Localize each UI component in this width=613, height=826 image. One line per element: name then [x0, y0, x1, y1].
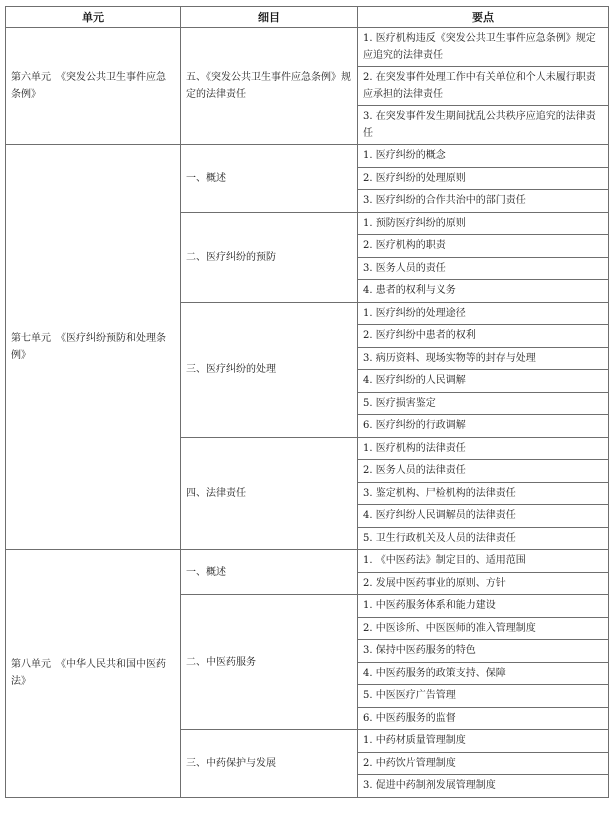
point-item: 2. 在突发事件处理工作中有关单位和个人未履行职责应承担的法律责任 [358, 67, 609, 106]
point-item: 1. 预防医疗纠纷的原则 [358, 212, 609, 235]
unit-8-title: 第八单元 《中华人民共和国中医药法》 [6, 550, 181, 798]
point-item: 2. 医疗纠纷中患者的权利 [358, 325, 609, 348]
header-subitem: 细目 [181, 7, 358, 28]
unit-7-subitem-3: 三、医疗纠纷的处理 [181, 302, 358, 437]
point-item: 1. 中药材质量管理制度 [358, 730, 609, 753]
point-item: 1. 医疗机构违反《突发公共卫生事件应急条例》规定应追究的法律责任 [358, 28, 609, 67]
point-item: 5. 医疗损害鉴定 [358, 392, 609, 415]
point-item: 1. 医疗机构的法律责任 [358, 437, 609, 460]
point-item: 3. 在突发事件发生期间扰乱公共秩序应追究的法律责任 [358, 106, 609, 145]
point-item: 4. 中医药服务的政策支持、保障 [358, 662, 609, 685]
point-item: 2. 医务人员的法律责任 [358, 460, 609, 483]
unit-7-subitem-1: 一、概述 [181, 145, 358, 213]
point-item: 2. 中药饮片管理制度 [358, 752, 609, 775]
point-item: 5. 卫生行政机关及人员的法律责任 [358, 527, 609, 550]
table-row [6, 28, 609, 67]
point-item: 1. 《中医药法》制定目的、适用范围 [358, 550, 609, 573]
point-item: 4. 医疗纠纷人民调解员的法律责任 [358, 505, 609, 528]
table-row [6, 550, 609, 573]
unit-8-subitem-3: 三、中药保护与发展 [181, 730, 358, 798]
point-item: 1. 中医药服务体系和能力建设 [358, 595, 609, 618]
point-item: 3. 促进中药制剂发展管理制度 [358, 775, 609, 798]
table-row [6, 145, 609, 168]
unit-7-title: 第七单元 《医疗纠纷预防和处理条例》 [6, 145, 181, 550]
header-points: 要点 [358, 7, 609, 28]
point-item: 3. 保持中医药服务的特色 [358, 640, 609, 663]
point-item: 3. 病历资料、现场实物等的封存与处理 [358, 347, 609, 370]
point-item: 4. 患者的权利与义务 [358, 280, 609, 303]
point-item: 1. 医疗纠纷的处理途径 [358, 302, 609, 325]
point-item: 5. 中医医疗广告管理 [358, 685, 609, 708]
point-item: 6. 医疗纠纷的行政调解 [358, 415, 609, 438]
unit-6-title: 第六单元 《突发公共卫生事件应急条例》 [6, 28, 181, 145]
point-item: 2. 发展中医药事业的原则、方针 [358, 572, 609, 595]
syllabus-table [5, 6, 609, 798]
point-item: 2. 中医诊所、中医医师的准入管理制度 [358, 617, 609, 640]
point-item: 6. 中医药服务的监督 [358, 707, 609, 730]
point-item: 3. 医务人员的责任 [358, 257, 609, 280]
unit-7-subitem-2: 二、医疗纠纷的预防 [181, 212, 358, 302]
point-item: 3. 鉴定机构、尸检机构的法律责任 [358, 482, 609, 505]
point-item: 2. 医疗机构的职责 [358, 235, 609, 258]
unit-6-subitem-5: 五、《突发公共卫生事件应急条例》规定的法律责任 [181, 28, 358, 145]
unit-8-subitem-2: 二、中医药服务 [181, 595, 358, 730]
point-item: 3. 医疗纠纷的合作共治中的部门责任 [358, 190, 609, 213]
point-item: 1. 医疗纠纷的概念 [358, 145, 609, 168]
header-unit: 单元 [6, 7, 181, 28]
point-item: 2. 医疗纠纷的处理原则 [358, 167, 609, 190]
header-row [6, 7, 609, 28]
point-item: 4. 医疗纠纷的人民调解 [358, 370, 609, 393]
unit-8-subitem-1: 一、概述 [181, 550, 358, 595]
unit-7-subitem-4: 四、法律责任 [181, 437, 358, 550]
